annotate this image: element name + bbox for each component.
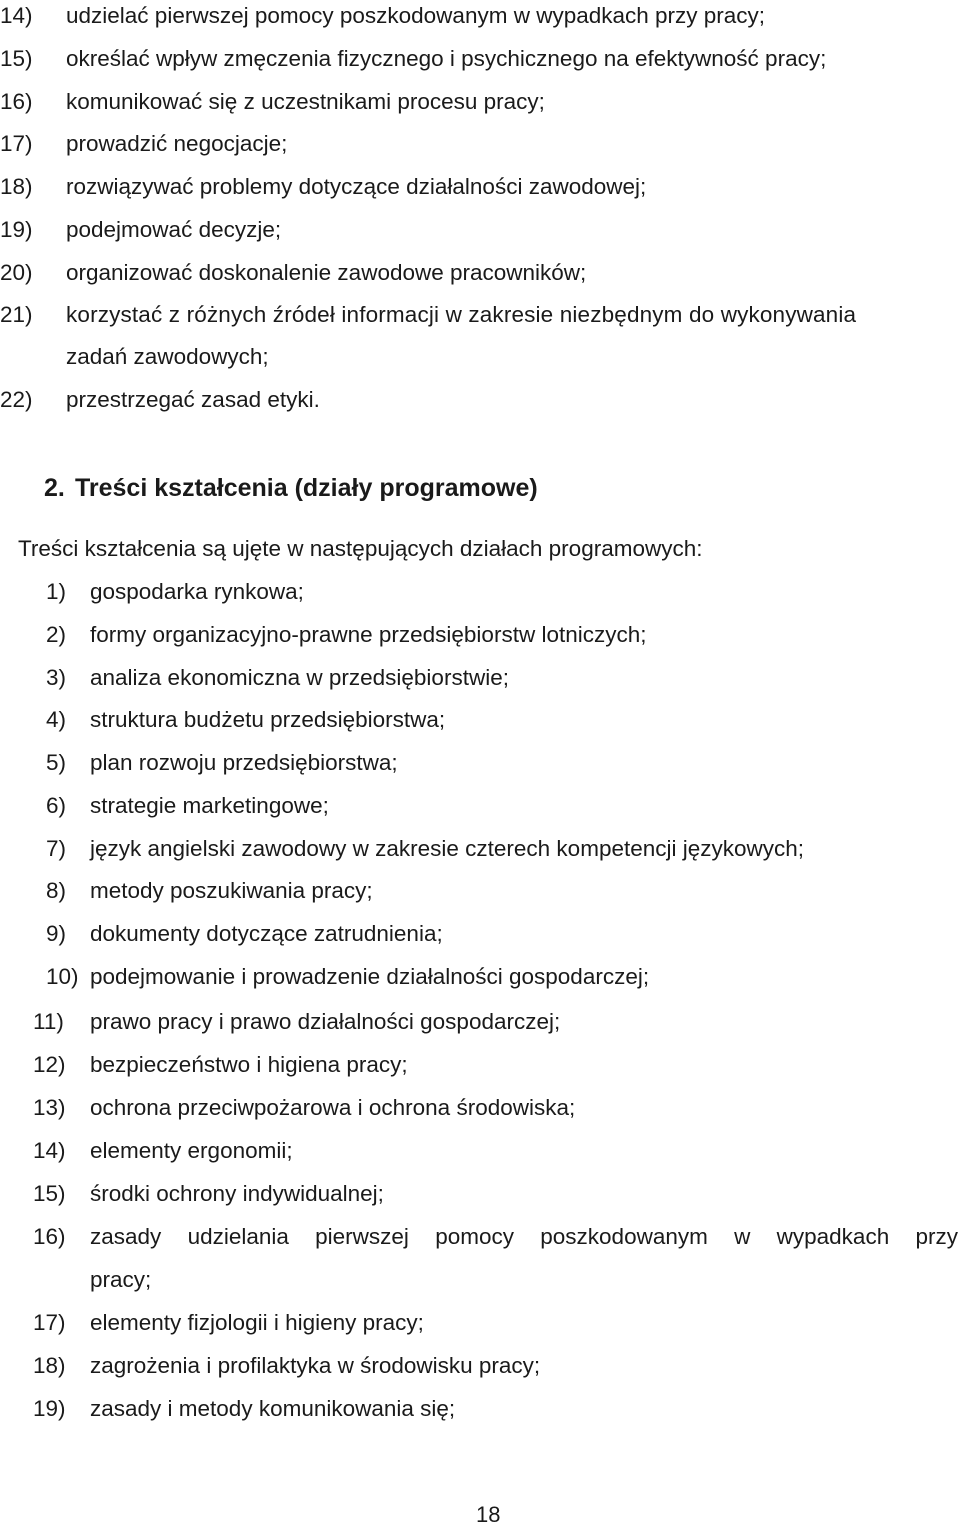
list-item-text: udzielać pierwszej pomocy poszkodowanym w wypadkach przy pracy; xyxy=(66,3,766,28)
list-item-text: dokumenty dotyczące zatrudnienia; xyxy=(90,921,443,946)
list-item-number: 5) xyxy=(46,750,67,775)
list-item-text: prowadzić negocjacje; xyxy=(66,131,288,156)
list-item-number: 20) xyxy=(0,260,33,285)
list-item-text: elementy fizjologii i higieny pracy; xyxy=(90,1310,424,1335)
list-item-text: określać wpływ zmęczenia fizycznego i psychicznego na efektywność pracy; xyxy=(66,46,827,71)
list-item-number: 7) xyxy=(46,836,67,861)
list-item-number: 19) xyxy=(0,217,33,242)
list-item-text: plan rozwoju przedsiębiorstwa; xyxy=(90,750,398,775)
list-item-text: ochrona przeciwpożarowa i ochrona środowiska; xyxy=(90,1095,576,1120)
list-item-text: struktura budżetu przedsiębiorstwa; xyxy=(90,707,446,732)
word: pomocy xyxy=(435,1224,514,1249)
list-item-number: 6) xyxy=(46,793,67,818)
list-item-text: zagrożenia i profilaktyka w środowisku pracy; xyxy=(90,1353,541,1378)
list-item-number: 15) xyxy=(0,46,33,71)
list-item-text: gospodarka rynkowa; xyxy=(90,579,304,604)
list-item-number: 21) xyxy=(0,302,33,327)
list-item-number: 11) xyxy=(33,1009,64,1034)
list-item-number: 14) xyxy=(0,3,33,28)
word: poszkodowanym xyxy=(540,1224,708,1249)
list-item-text-continued: pracy; xyxy=(90,1267,152,1292)
list-item-text: przestrzegać zasad etyki. xyxy=(66,387,320,412)
list-item-text: strategie marketingowe; xyxy=(90,793,329,818)
list-item-number: 18) xyxy=(33,1353,66,1378)
list-item-number: 10) xyxy=(46,964,79,989)
word: udzielania xyxy=(187,1224,289,1249)
list-item-number: 18) xyxy=(0,174,33,199)
list-item-text: zasady i metody komunikowania się; xyxy=(90,1396,456,1421)
list-item-text: podejmowanie i prowadzenie działalności gospodarczej; xyxy=(90,964,650,989)
list-item-text: bezpieczeństwo i higiena pracy; xyxy=(90,1052,408,1077)
list-item-number: 3) xyxy=(46,665,67,690)
word: wypadkach xyxy=(776,1224,890,1249)
list-item-text: organizować doskonalenie zawodowe pracowników; xyxy=(66,260,587,285)
list-item-number: 2) xyxy=(46,622,67,647)
list-item-number: 22) xyxy=(0,387,33,412)
section-intro: Treści kształcenia są ujęte w następujących działach programowych: xyxy=(18,536,703,561)
list-item-number: 17) xyxy=(33,1310,66,1335)
list-item-text-justified xyxy=(90,1223,958,1250)
word: pierwszej xyxy=(315,1224,409,1249)
list-item-text-continued: zadań zawodowych; xyxy=(66,344,269,369)
list-item-number: 9) xyxy=(46,921,67,946)
list-item-text: środki ochrony indywidualnej; xyxy=(90,1181,384,1206)
list-item-text: podejmować decyzje; xyxy=(66,217,282,242)
list-item-text: korzystać z różnych źródeł informacji w zakresie niezbędnym do wykonywania xyxy=(66,302,857,327)
list-item-text: elementy ergonomii; xyxy=(90,1138,293,1163)
list-item-number: 8) xyxy=(46,878,67,903)
list-item-number: 16) xyxy=(0,89,33,114)
word: zasady xyxy=(90,1224,162,1249)
list-item-text: język angielski zawodowy w zakresie czterech kompetencji językowych; xyxy=(90,836,805,861)
list-item-number: 16) xyxy=(33,1224,66,1249)
list-item-text: komunikować się z uczestnikami procesu pracy; xyxy=(66,89,545,114)
list-item-number: 14) xyxy=(33,1138,66,1163)
page-number: 18 xyxy=(476,1502,501,1527)
section-number: 2. xyxy=(44,474,65,502)
section-title: Treści kształcenia (działy programowe) xyxy=(75,474,538,502)
list-item-text: prawo pracy i prawo działalności gospodarczej; xyxy=(90,1009,561,1034)
list-item-text: metody poszukiwania pracy; xyxy=(90,878,373,903)
list-item-number: 1) xyxy=(46,579,67,604)
list-item-text: analiza ekonomiczna w przedsiębiorstwie; xyxy=(90,665,509,690)
list-item-number: 19) xyxy=(33,1396,66,1421)
list-item-number: 15) xyxy=(33,1181,66,1206)
list-item-text: formy organizacyjno-prawne przedsiębiorstw lotniczych; xyxy=(90,622,647,647)
list-item-number: 4) xyxy=(46,707,67,732)
list-item-number: 12) xyxy=(33,1052,66,1077)
list-item-text: rozwiązywać problemy dotyczące działalności zawodowej; xyxy=(66,174,647,199)
list-item-number: 13) xyxy=(33,1095,66,1120)
list-item-number: 17) xyxy=(0,131,33,156)
word: w xyxy=(734,1224,751,1249)
word: przy xyxy=(915,1224,958,1249)
